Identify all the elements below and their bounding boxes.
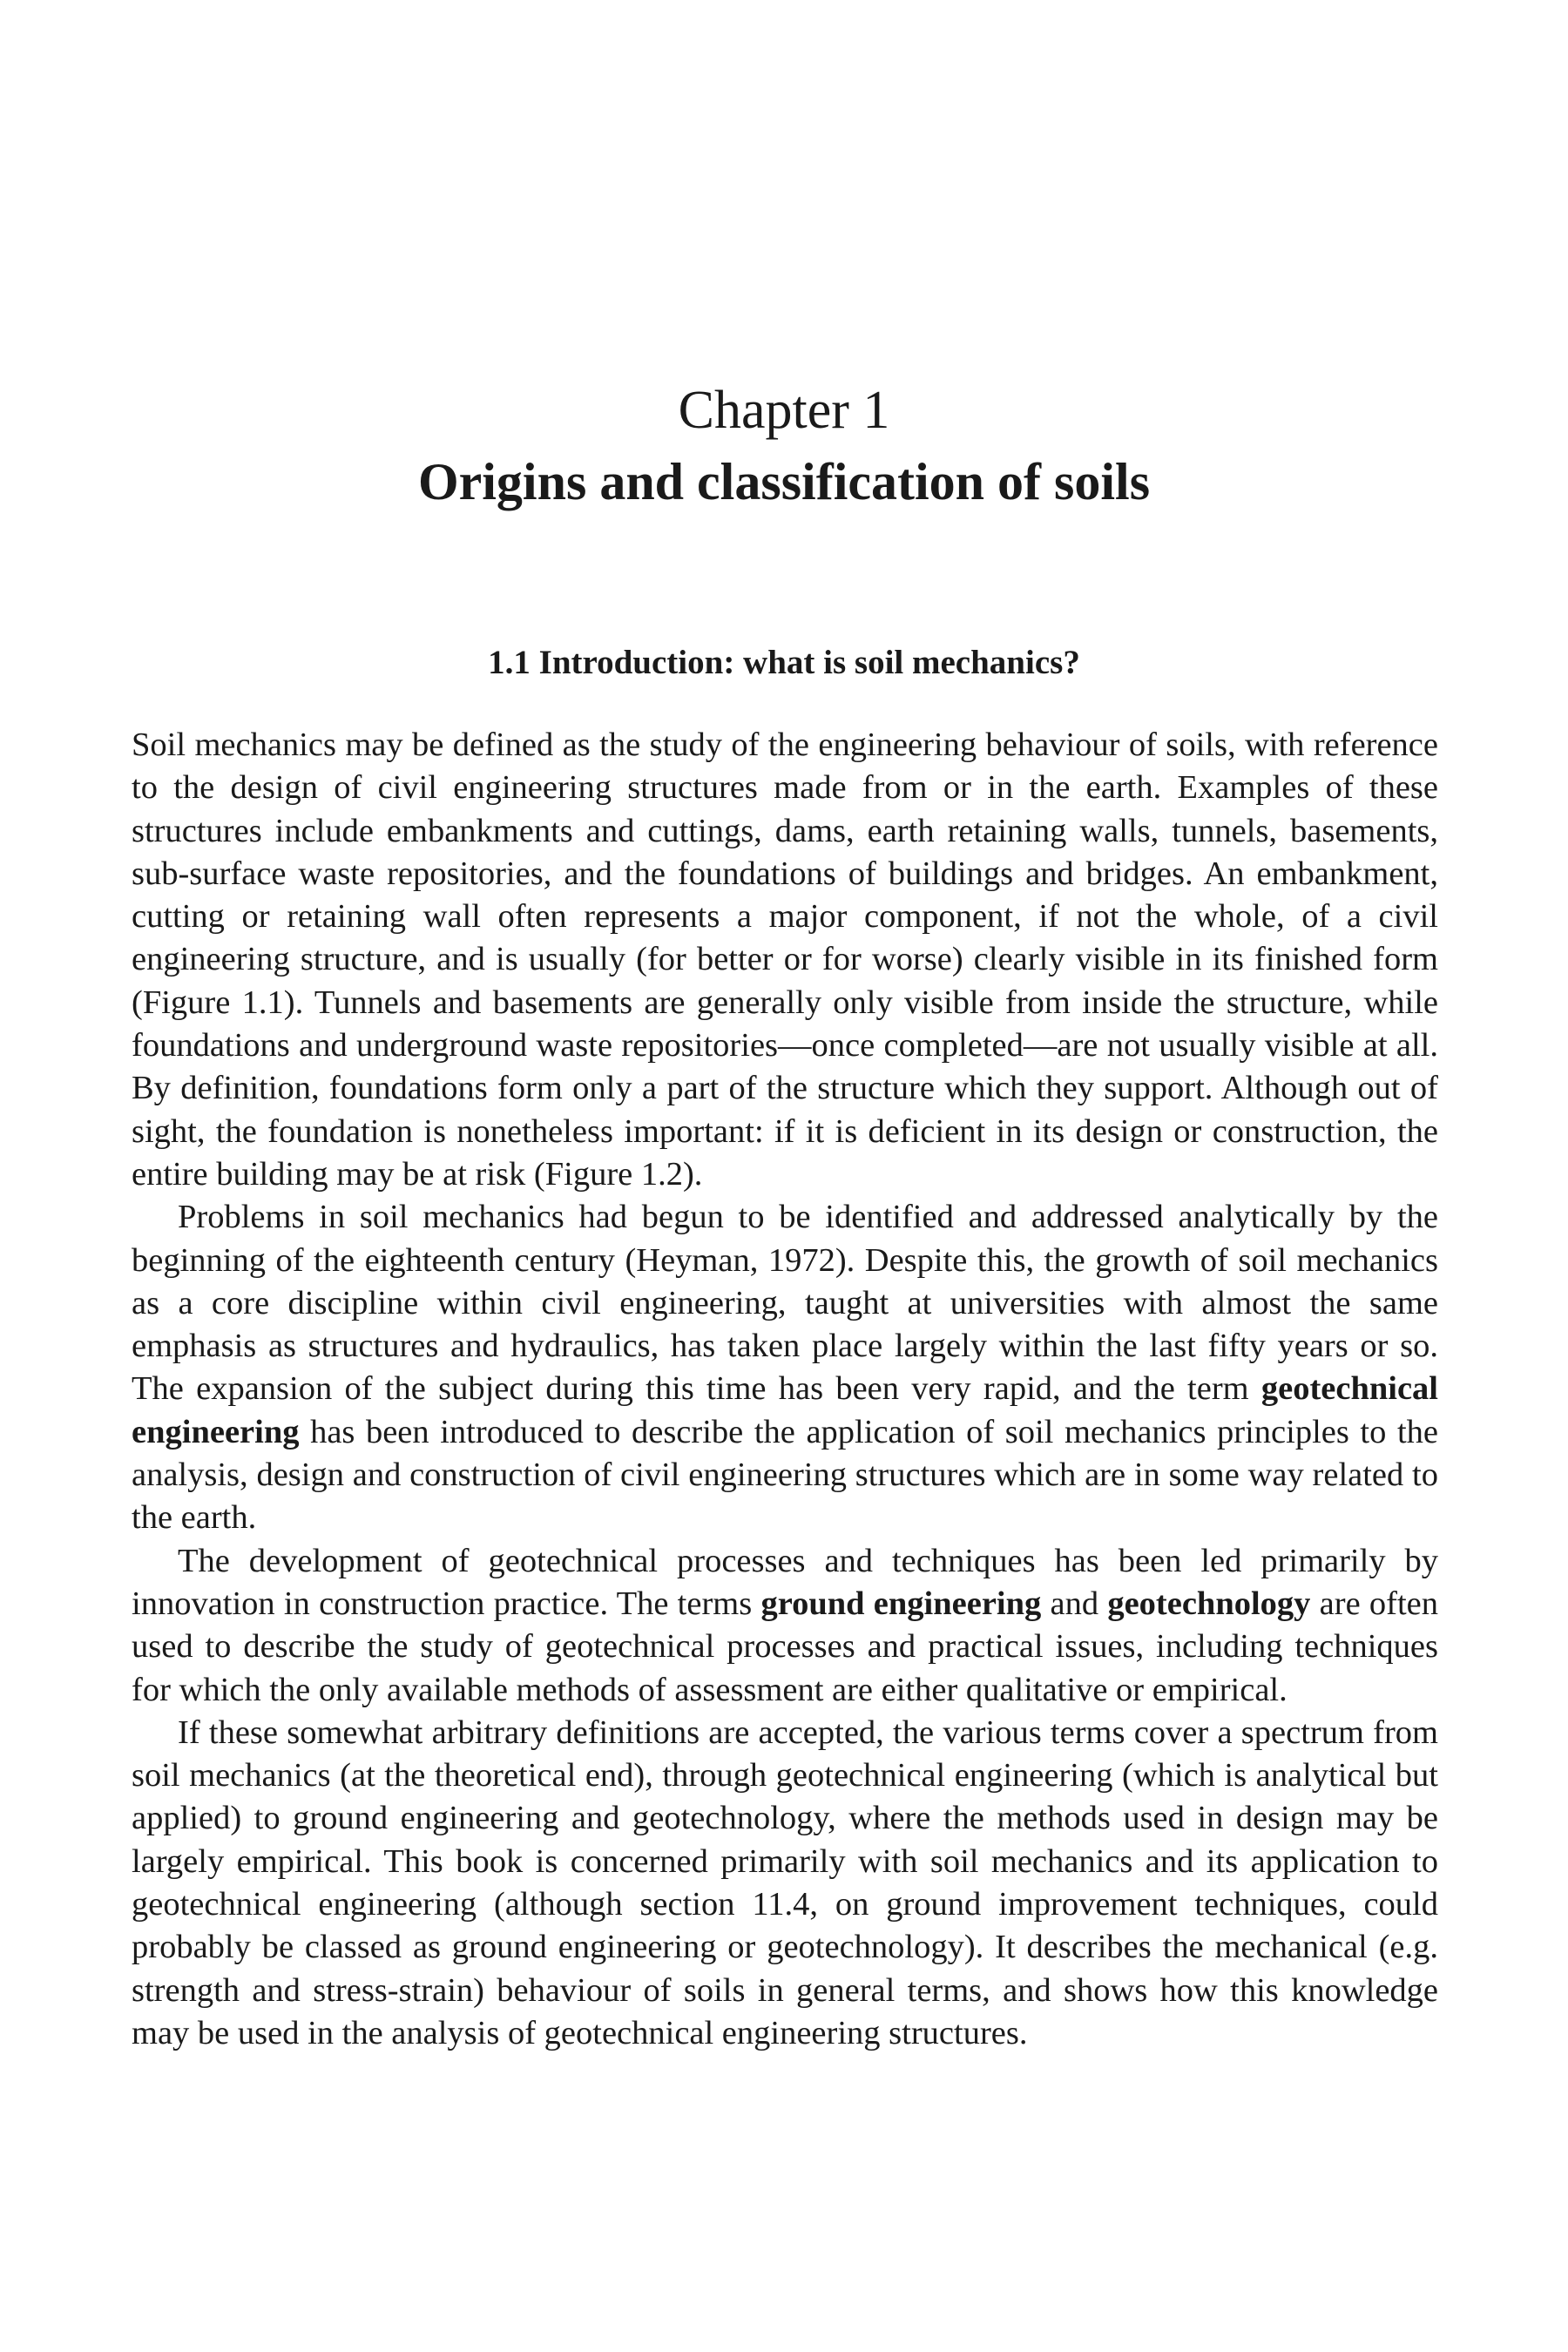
term-geotechnical-engineering: geotechnical engineering (132, 1370, 1438, 1450)
paragraph-2-text-a: Problems in soil mechanics had begun to be identified and addressed analytically by the beginning of the eighteenth century (Heyman, 1972). Despite this, the growth of soil mechanics as a core discipline within civil engineering, taught at universities with almost the same emphasis as structures and hydraulics, has taken place largely within the last fifty years or so. The expansion of the subject during this time has been very rapid, and the term (132, 1199, 1438, 1408)
paragraph-2 (132, 1196, 1438, 1539)
body-text (132, 724, 1438, 2055)
paragraph-3-text-and: and (1041, 1585, 1108, 1622)
chapter-label: Chapter 1 (678, 381, 890, 440)
paragraph-4: If these somewhat arbitrary definitions are accepted, the various terms cover a spectrum from soil mechanics (at the theoretical end), through geotechnical engineering (which is analytical but applied) to ground engineering and geotechnology, where the methods used in design may be largely empirical. This book is concerned primarily with soil mechanics and its application to geotechnical engineering (although section 11.4, on ground improvement techniques, could probably be classed as ground engineering or geotechnology). It describes the mechanical (e.g. strength and stress-strain) behaviour of soils in general terms, and shows how this knowledge may be used in the analysis of geotechnical engineering structures. (132, 1713, 1438, 2051)
term-geotechnology: geotechnology (1107, 1585, 1311, 1622)
paragraph-3-text-b: are often used to describe the study of geotechnical processes and practical issues, including techniques for which the only available methods of assessment are either qualitative or empirical. (132, 1585, 1438, 1708)
paragraph-1: Soil mechanics may be defined as the study of the engineering behaviour of soils, with reference to the design of civil engineering structures made from or in the earth. Examples of these structures include embankments and cuttings, dams, earth retaining walls, tunnels, basements, sub-surface waste repositories, and the foundations of buildings and bridges. An embankment, cutting or retaining wall often represents a major component, if not the whole, of a civil engineering structure, and is usually (for better or for worse) clearly visible in its finished form (Figure 1.1). Tunnels and basements are generally only visible from inside the structure, while foundations and underground waste repositories—once completed—are not usually visible at all. By definition, foundations form only a part of the structure which they support. Although out of sight, the foundation is nonetheless important: if it is deficient in its design or construction, the entire building may be at risk (Figure 1.2). (132, 727, 1438, 1193)
paragraph-3-text-a: The development of geotechnical processes and techniques has been led primarily by innovation in construction practice. The terms (132, 1542, 1438, 1622)
chapter-title: Origins and classification of soils (417, 453, 1151, 510)
paragraph-3 (132, 1540, 1438, 1712)
term-ground-engineering: ground engineering (760, 1585, 1042, 1622)
section-heading: 1.1 Introduction: what is soil mechanics? (488, 644, 1080, 681)
paragraph-2-text-b: has been introduced to describe the application of soil mechanics principles to the analysis, design and construction of civil engineering structures which are in some way related to the earth. (132, 1413, 1438, 1537)
